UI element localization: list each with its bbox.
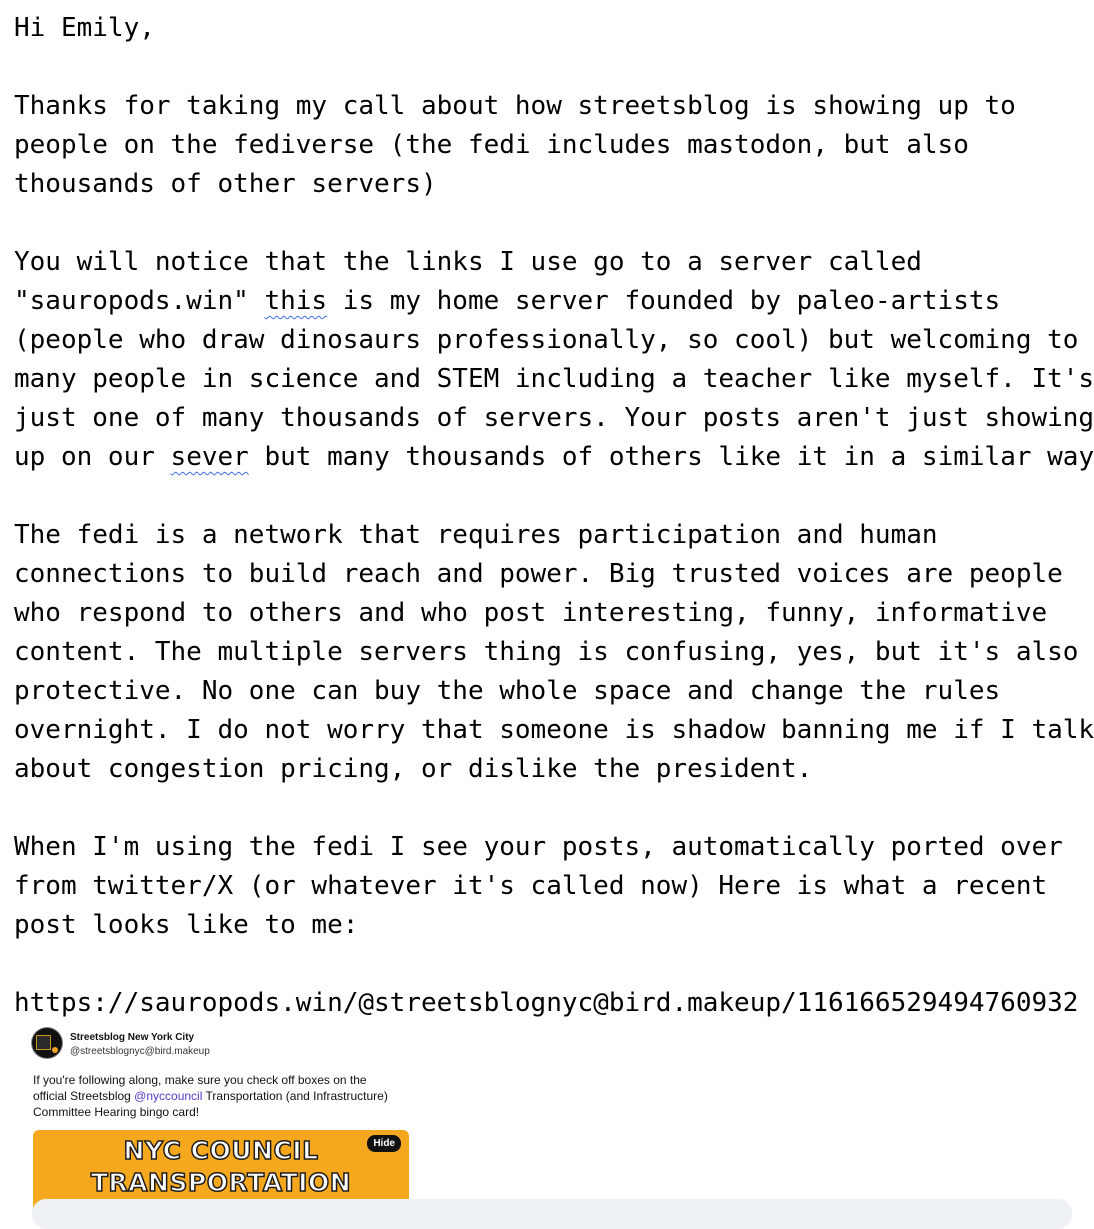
blank-line (14, 204, 1094, 243)
text-span: but many thousands of others like it in a similar way (248, 442, 1094, 472)
hide-button: Hide (367, 1135, 401, 1152)
text-span: is my home server founded by paleo-artists (327, 286, 1001, 316)
paragraph-line: The fedi is a network that requires participation and human (14, 520, 938, 550)
embedded-post-screenshot (26, 1022, 416, 1208)
media-attachment (33, 1130, 409, 1208)
author-handle: @streetsblognyc@bird.makeup (70, 1046, 210, 1057)
paragraph-line: who respond to others and who post interesting, funny, informative (14, 598, 1048, 628)
post-text-part: If you're following along, make sure you check off boxes on the official Streetsblog (33, 1073, 367, 1103)
paragraph-line: just one of many thousands of servers. Your posts aren't just showing (14, 403, 1094, 433)
author-name: Streetsblog New York City (70, 1032, 195, 1043)
mention-link: @nyccouncil (134, 1089, 203, 1103)
blank-line (14, 477, 1094, 516)
post-link[interactable]: https://sauropods.win/@streetsblognyc@bird.makeup/116166529494760932 (14, 988, 1079, 1018)
text-span: up on our (14, 442, 171, 472)
spellcheck-word[interactable]: sever (170, 442, 249, 472)
blank-line (14, 48, 1094, 87)
blank-line (14, 789, 1094, 828)
paragraph-line: many people in science and STEM including a teacher like myself. It's (14, 364, 1094, 394)
paragraph-line: thousands of other servers) (14, 169, 437, 199)
avatar-dot-icon (52, 1047, 58, 1053)
bottom-toolbar (32, 1199, 1072, 1229)
text-span: "sauropods.win" (14, 286, 265, 316)
paragraph-line: post looks like to me: (14, 910, 359, 940)
paragraph-line: about congestion pricing, or dislike the president. (14, 754, 813, 784)
post-text (33, 1072, 403, 1120)
paragraph-line: people on the fediverse (the fedi includes mastodon, but also (14, 130, 969, 160)
email-body[interactable] (14, 9, 1094, 1023)
media-title-line: TRANSPORTATION (90, 1168, 352, 1197)
blank-line (14, 945, 1094, 984)
paragraph-line: connections to build reach and power. Big trusted voices are people (14, 559, 1063, 589)
paragraph-line: Thanks for taking my call about how streetsblog is showing up to (14, 91, 1016, 121)
paragraph-line: from twitter/X (or whatever it's called now) Here is what a recent (14, 871, 1048, 901)
avatar (32, 1028, 62, 1058)
avatar-logo-icon (36, 1035, 51, 1050)
paragraph-line: content. The multiple servers thing is confusing, yes, but it's also (14, 637, 1079, 667)
post-text-part: Transportation (and Infrastructure) Committee Hearing bingo card! (33, 1089, 388, 1119)
paragraph-line: overnight. I do not worry that someone is shadow banning me if I talk (14, 715, 1094, 745)
media-title-line: NYC COUNCIL (123, 1136, 319, 1165)
greeting: Hi Emily, (14, 13, 155, 43)
paragraph-line (14, 282, 1094, 321)
paragraph-line (14, 438, 1094, 477)
paragraph-line: protective. No one can buy the whole space and change the rules (14, 676, 1001, 706)
paragraph-line: When I'm using the fedi I see your posts, automatically ported over (14, 832, 1063, 862)
paragraph-line: (people who draw dinosaurs professionally, so cool) but welcoming to (14, 325, 1079, 355)
paragraph-line: You will notice that the links I use go to a server called (14, 247, 922, 277)
spellcheck-word[interactable]: this (264, 286, 328, 316)
